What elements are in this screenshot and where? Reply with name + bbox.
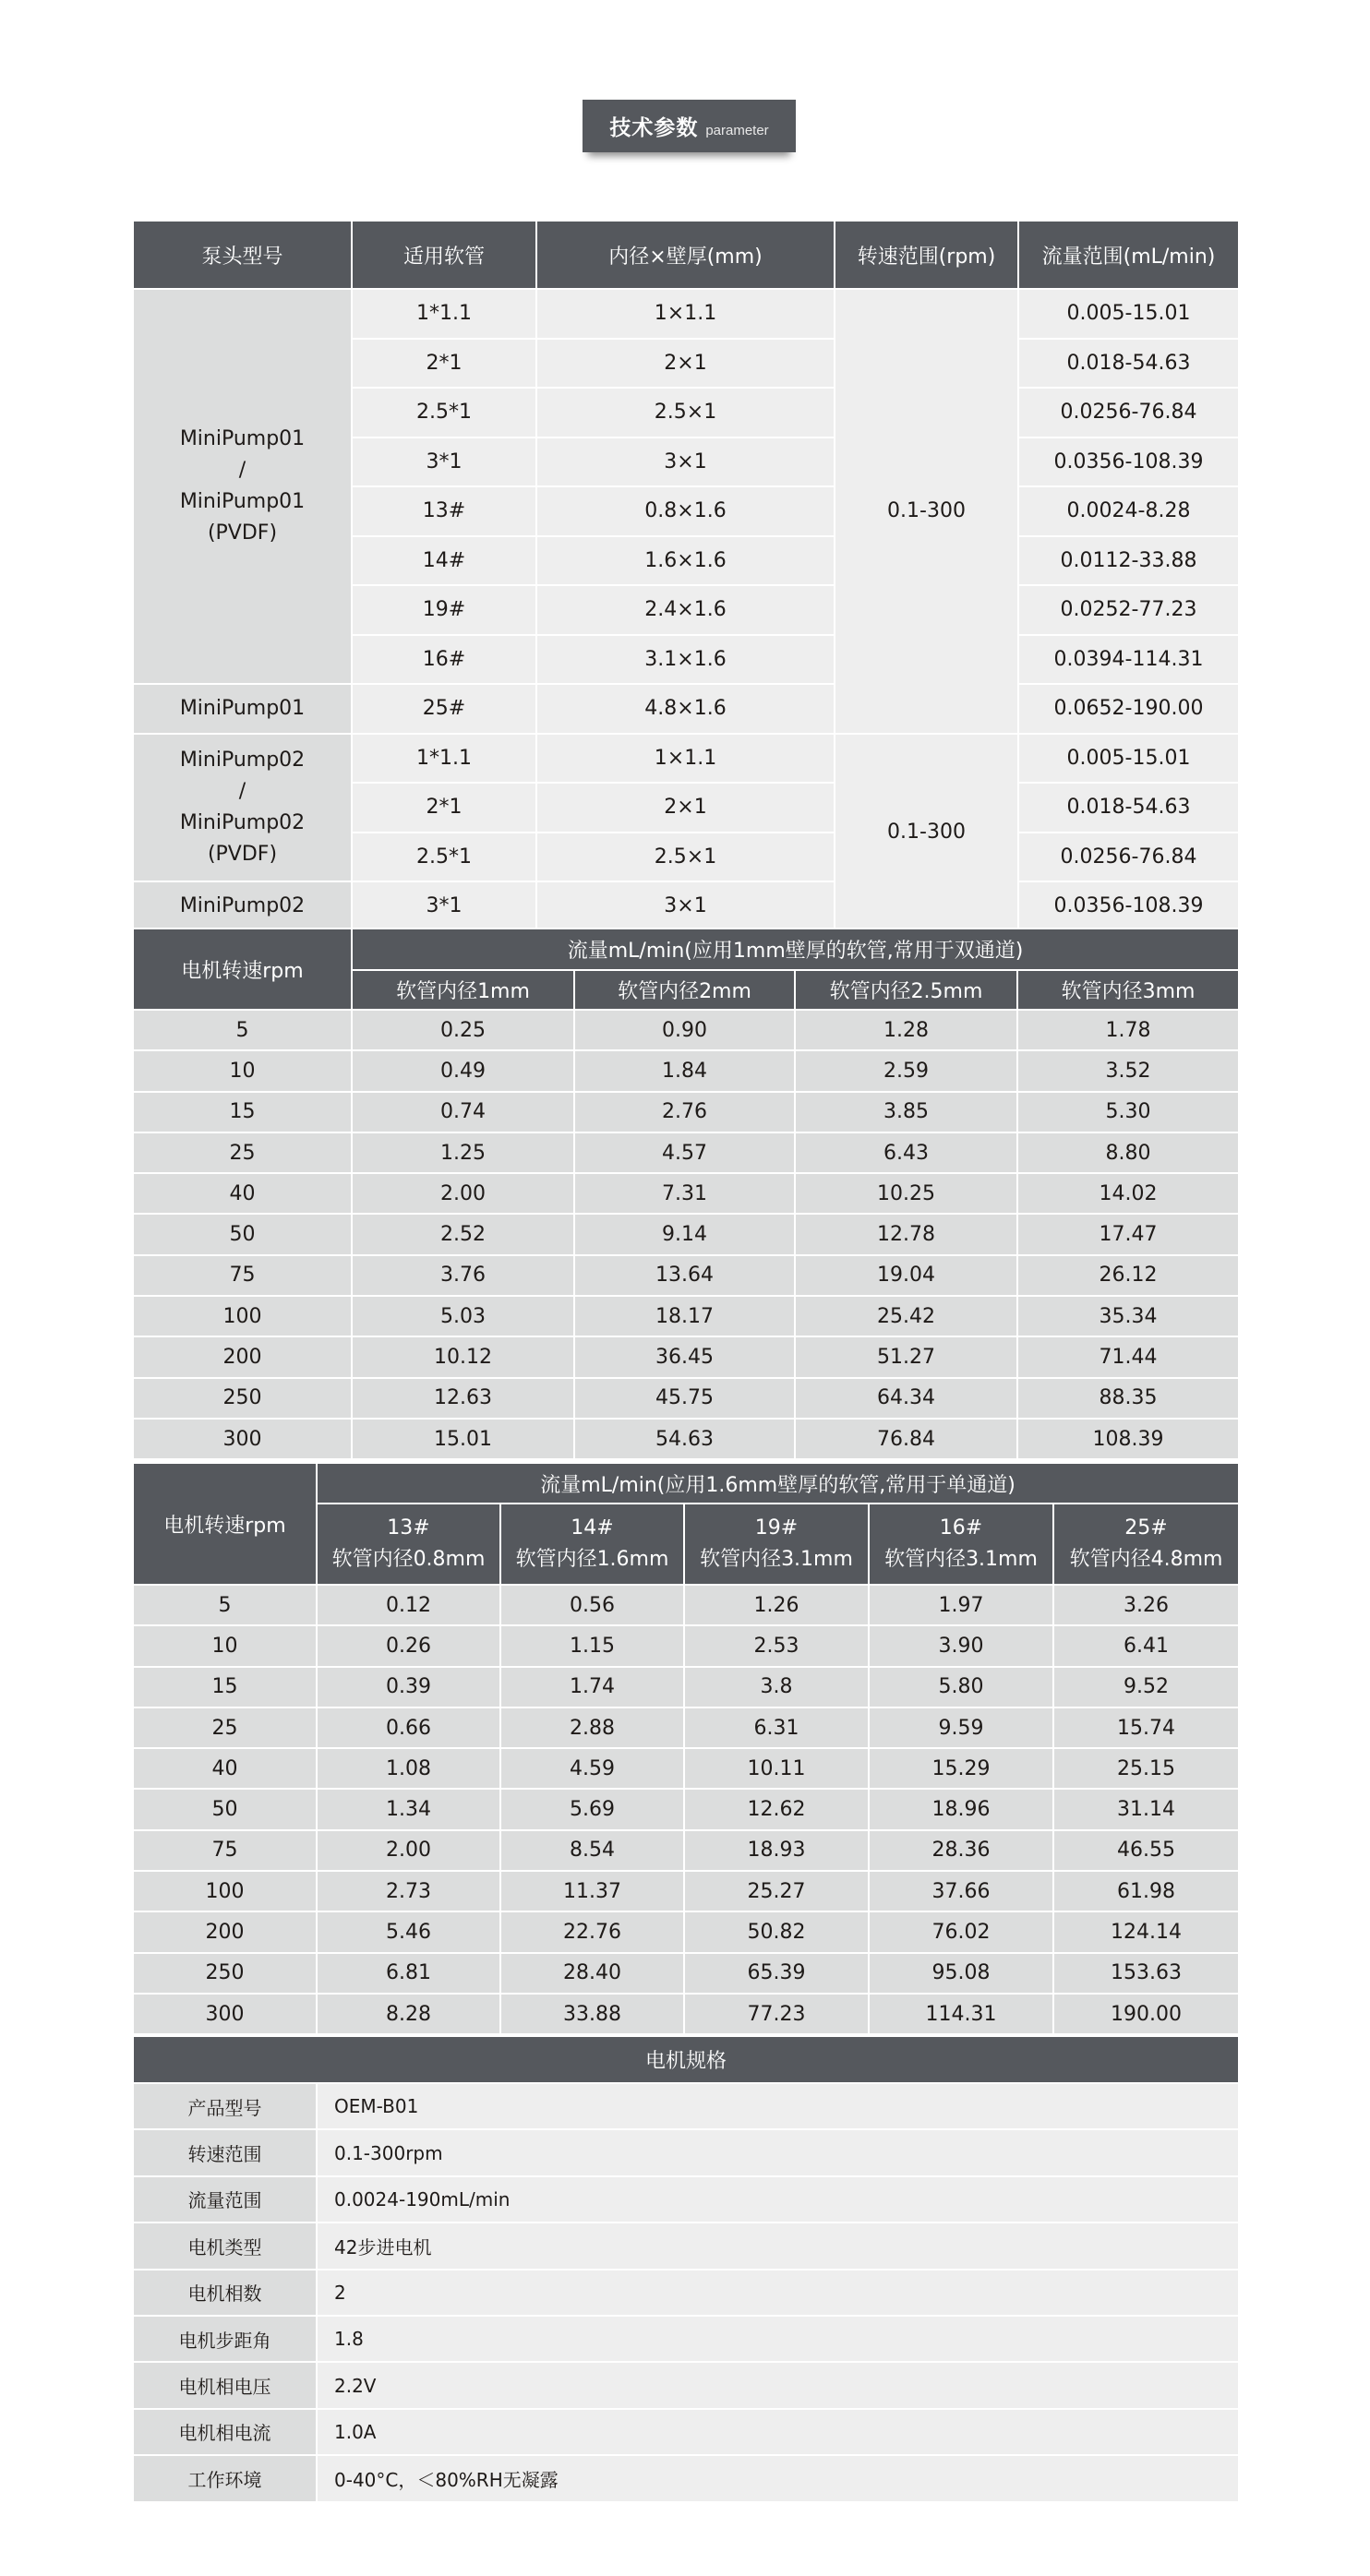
flow-cell: 28.40: [500, 1953, 684, 1994]
flow-cell: 2.59: [795, 1050, 1017, 1091]
col-header: [1053, 1504, 1239, 1585]
spec-value: 0.0024-190mL/min: [317, 2176, 1239, 2223]
rpm-cell: 250: [133, 1953, 317, 1994]
table-row: [133, 1255, 1239, 1296]
flow-cell: 0.25: [352, 1010, 574, 1050]
table-row: [133, 1010, 1239, 1050]
table-row: [133, 1707, 1239, 1748]
flow-cell: 2.76: [574, 1092, 795, 1132]
pump-model-cell: [133, 881, 352, 931]
table-row: [133, 684, 1239, 734]
flow-cell: 18.93: [684, 1830, 869, 1871]
size-cell: 3.1×1.6: [536, 635, 835, 685]
spec-label: 电机相电压: [133, 2362, 317, 2408]
spec-label: 电机步距角: [133, 2316, 317, 2362]
size-cell: 2×1: [536, 783, 835, 833]
table-row: [133, 1296, 1239, 1336]
flow-cell: 25.42: [795, 1296, 1017, 1336]
spec-value: 0-40°C，＜80%RH无凝露: [317, 2455, 1239, 2501]
size-cell: 1×1.1: [536, 289, 835, 339]
table-row: [133, 1378, 1239, 1419]
spec-row: [133, 2362, 1239, 2408]
table-row: [133, 1050, 1239, 1091]
flow-cell: 1.26: [684, 1585, 869, 1625]
flow-cell: 5.03: [352, 1296, 574, 1336]
table-row: [133, 1585, 1239, 1625]
table-row: [133, 1132, 1239, 1173]
pump-model-cell: [133, 684, 352, 734]
table-row: [133, 1625, 1239, 1666]
pump-model-line: MiniPump01: [179, 490, 306, 513]
pump-model-line: MiniPump01: [179, 696, 306, 720]
flow-cell: 1.15: [500, 1625, 684, 1666]
flow-cell: 1.34: [317, 1789, 500, 1829]
flow-cell: 18.96: [869, 1789, 1053, 1829]
tube-code: 16#: [939, 1516, 983, 1540]
section-title-badge: [583, 100, 796, 152]
rpm-cell: 50: [133, 1214, 352, 1254]
flow-cell: 1.78: [1017, 1010, 1239, 1050]
rpm-cell: 200: [133, 1336, 352, 1377]
flow-cell: 0.26: [317, 1625, 500, 1666]
table-row: [133, 881, 1239, 931]
flow-cell: 15.01: [352, 1419, 574, 1459]
tube-label: 软管内径3.1mm: [884, 1548, 1038, 1571]
tube-code: 19#: [754, 1516, 799, 1540]
flow-group-header: 流量mL/min(应用1.6mm壁厚的软管,常用于单通道): [317, 1463, 1239, 1504]
flow-cell: 65.39: [684, 1953, 869, 1994]
tube-cell: 3*1: [352, 881, 536, 931]
rpm-cell: 50: [133, 1789, 317, 1829]
table-header-row: [133, 929, 1239, 970]
flow-cell: 0.39: [317, 1667, 500, 1707]
flow-cell: 5.30: [1017, 1092, 1239, 1132]
tube-cell: 1*1.1: [352, 734, 536, 784]
flow-cell: 50.82: [684, 1911, 869, 1952]
tube-code: 25#: [1124, 1516, 1168, 1540]
flow-range-cell: 0.005-15.01: [1018, 734, 1239, 784]
motor-spec-header: 电机规格: [133, 2036, 1239, 2083]
spec-label: 转速范围: [133, 2129, 317, 2175]
rpm-cell: 5: [133, 1585, 317, 1625]
flow-cell: 2.88: [500, 1707, 684, 1748]
pump-model-line: MiniPump02: [179, 893, 306, 917]
table-row: [133, 1419, 1239, 1459]
rpm-cell: 40: [133, 1173, 352, 1214]
flow-cell: 51.27: [795, 1336, 1017, 1377]
flow-cell: 1.97: [869, 1585, 1053, 1625]
col-header: [317, 1504, 500, 1585]
pump-head-table: [132, 220, 1240, 932]
flow-cell: 6.31: [684, 1707, 869, 1748]
rpm-cell: 25: [133, 1132, 352, 1173]
size-cell: 1.6×1.6: [536, 536, 835, 586]
pump-model-line: MiniPump01: [179, 426, 306, 450]
rpm-cell: 15: [133, 1092, 352, 1132]
flow-cell: 124.14: [1053, 1911, 1239, 1952]
table-row: [133, 1092, 1239, 1132]
flow-cell: 5.69: [500, 1789, 684, 1829]
spec-row: [133, 2129, 1239, 2175]
flow-range-cell: 0.0256-76.84: [1018, 388, 1239, 437]
tube-cell: 13#: [352, 486, 536, 536]
spec-row: [133, 2083, 1239, 2129]
col-header-speed: 转速范围(rpm): [835, 221, 1018, 289]
table-row: [133, 734, 1239, 784]
spec-value: 2.2V: [317, 2362, 1239, 2408]
spec-row: [133, 2270, 1239, 2316]
flow-range-cell: 0.0024-8.28: [1018, 486, 1239, 536]
rpm-cell: 75: [133, 1255, 352, 1296]
flow-range-cell: 0.018-54.63: [1018, 783, 1239, 833]
pump-model-line: MiniPump02: [179, 748, 306, 772]
rpm-cell: 250: [133, 1378, 352, 1419]
col-header: 软管内径2.5mm: [795, 970, 1017, 1010]
flow-cell: 8.80: [1017, 1132, 1239, 1173]
tube-code: 13#: [387, 1516, 430, 1540]
flow-cell: 8.28: [317, 1994, 500, 2034]
flow-cell: 3.90: [869, 1625, 1053, 1666]
flow-cell: 22.76: [500, 1911, 684, 1952]
flow-cell: 28.36: [869, 1830, 1053, 1871]
size-cell: 2.5×1: [536, 833, 835, 882]
tube-cell: 2*1: [352, 783, 536, 833]
speed-range-cell: 0.1-300: [835, 734, 1018, 931]
flow-cell: 12.63: [352, 1378, 574, 1419]
flow-cell: 2.52: [352, 1214, 574, 1254]
rpm-cell: 10: [133, 1625, 317, 1666]
tube-cell: 16#: [352, 635, 536, 685]
table-row: [133, 1830, 1239, 1871]
flow-cell: 7.31: [574, 1173, 795, 1214]
flow-range-cell: 0.0252-77.23: [1018, 585, 1239, 635]
flow-cell: 0.90: [574, 1010, 795, 1050]
flow-cell: 0.49: [352, 1050, 574, 1091]
size-cell: 2×1: [536, 339, 835, 389]
table-row: [133, 1953, 1239, 1994]
table-row: [133, 1789, 1239, 1829]
flow-cell: 0.12: [317, 1585, 500, 1625]
pump-model-line: /: [238, 779, 246, 803]
flow-cell: 13.64: [574, 1255, 795, 1296]
flow-cell: 190.00: [1053, 1994, 1239, 2034]
rpm-cell: 75: [133, 1830, 317, 1871]
flow-cell: 3.52: [1017, 1050, 1239, 1091]
rpm-cell: 10: [133, 1050, 352, 1091]
spec-row: [133, 2409, 1239, 2455]
flow-cell: 3.85: [795, 1092, 1017, 1132]
table-row: [133, 289, 1239, 339]
flow-cell: 46.55: [1053, 1830, 1239, 1871]
tube-code: 14#: [571, 1516, 614, 1540]
col-header: 软管内径2mm: [574, 970, 795, 1010]
flow-cell: 4.57: [574, 1132, 795, 1173]
flow-cell: 61.98: [1053, 1871, 1239, 1911]
flow-cell: 1.25: [352, 1132, 574, 1173]
flow-cell: 33.88: [500, 1994, 684, 2034]
flow-cell: 8.54: [500, 1830, 684, 1871]
flow-cell: 1.74: [500, 1667, 684, 1707]
rpm-header: 电机转速rpm: [133, 929, 352, 1010]
flow-cell: 2.00: [317, 1830, 500, 1871]
flow-cell: 5.46: [317, 1911, 500, 1952]
col-header-flow: 流量范围(mL/min): [1018, 221, 1239, 289]
pump-model-line: (PVDF): [207, 842, 278, 866]
spec-label: 电机类型: [133, 2223, 317, 2269]
flow-cell: 3.8: [684, 1667, 869, 1707]
col-header-tube: 适用软管: [352, 221, 536, 289]
size-cell: 1×1.1: [536, 734, 835, 784]
flow-cell: 37.66: [869, 1871, 1053, 1911]
flow-cell: 1.28: [795, 1010, 1017, 1050]
flow-cell: 88.35: [1017, 1378, 1239, 1419]
rpm-cell: 300: [133, 1419, 352, 1459]
pump-model-line: (PVDF): [207, 521, 278, 545]
tube-cell: 2.5*1: [352, 388, 536, 437]
flow-cell: 0.56: [500, 1585, 684, 1625]
flow-cell: 2.00: [352, 1173, 574, 1214]
rpm-cell: 25: [133, 1707, 317, 1748]
size-cell: 0.8×1.6: [536, 486, 835, 536]
pump-model-line: /: [238, 458, 246, 482]
flow-cell: 6.41: [1053, 1625, 1239, 1666]
table-row: [133, 1336, 1239, 1377]
pump-model-line: MiniPump02: [179, 810, 306, 834]
flow-cell: 9.14: [574, 1214, 795, 1254]
flow-cell: 25.15: [1053, 1748, 1239, 1789]
flow-range-cell: 0.005-15.01: [1018, 289, 1239, 339]
spec-value: 0.1-300rpm: [317, 2129, 1239, 2175]
flow-cell: 4.59: [500, 1748, 684, 1789]
tube-cell: 2.5*1: [352, 833, 536, 882]
flow-cell: 0.74: [352, 1092, 574, 1132]
col-header: [500, 1504, 684, 1585]
flow-cell: 1.84: [574, 1050, 795, 1091]
rpm-cell: 5: [133, 1010, 352, 1050]
flow-cell: 10.12: [352, 1336, 574, 1377]
rpm-cell: 15: [133, 1667, 317, 1707]
spec-row: [133, 2223, 1239, 2269]
col-header: [684, 1504, 869, 1585]
rpm-cell: 100: [133, 1871, 317, 1911]
table-row: [133, 1667, 1239, 1707]
pump-model-cell: [133, 289, 352, 684]
flow-cell: 5.80: [869, 1667, 1053, 1707]
flow-cell: 19.04: [795, 1255, 1017, 1296]
flow-cell: 15.29: [869, 1748, 1053, 1789]
flow-range-cell: 0.0256-76.84: [1018, 833, 1239, 882]
flow-cell: 3.76: [352, 1255, 574, 1296]
pump-model-cell: [133, 734, 352, 882]
flow-cell: 35.34: [1017, 1296, 1239, 1336]
col-header: [869, 1504, 1053, 1585]
col-header: 软管内径1mm: [352, 970, 574, 1010]
flow-range-cell: 0.0394-114.31: [1018, 635, 1239, 685]
table-row: [133, 1994, 1239, 2034]
flow-cell: 54.63: [574, 1419, 795, 1459]
tube-label: 软管内径1.6mm: [515, 1548, 669, 1571]
spec-label: 产品型号: [133, 2083, 317, 2129]
flow-1-6mm-table: [132, 1462, 1240, 2035]
flow-cell: 76.02: [869, 1911, 1053, 1952]
rpm-cell: 40: [133, 1748, 317, 1789]
spec-value: 42步进电机: [317, 2223, 1239, 2269]
flow-cell: 3.26: [1053, 1585, 1239, 1625]
flow-cell: 6.81: [317, 1953, 500, 1994]
table-row: [133, 1748, 1239, 1789]
tube-label: 软管内径0.8mm: [331, 1548, 486, 1571]
flow-cell: 12.78: [795, 1214, 1017, 1254]
tube-cell: 3*1: [352, 437, 536, 487]
spec-label: 电机相电流: [133, 2409, 317, 2455]
flow-cell: 11.37: [500, 1871, 684, 1911]
flow-cell: 114.31: [869, 1994, 1053, 2034]
flow-cell: 15.74: [1053, 1707, 1239, 1748]
col-header: 软管内径3mm: [1017, 970, 1239, 1010]
flow-range-cell: 0.0652-190.00: [1018, 684, 1239, 734]
section-title: 技术参数: [609, 116, 699, 140]
spec-label: 电机相数: [133, 2270, 317, 2316]
flow-cell: 18.17: [574, 1296, 795, 1336]
flow-group-header: 流量mL/min(应用1mm壁厚的软管,常用于双通道): [352, 929, 1239, 970]
col-header-size: 内径×壁厚(mm): [536, 221, 835, 289]
table-header-row: [133, 221, 1239, 289]
flow-range-cell: 0.0112-33.88: [1018, 536, 1239, 586]
tube-label: 软管内径3.1mm: [700, 1548, 853, 1571]
flow-cell: 45.75: [574, 1378, 795, 1419]
size-cell: 4.8×1.6: [536, 684, 835, 734]
tube-cell: 1*1.1: [352, 289, 536, 339]
motor-spec-table: [132, 2035, 1240, 2503]
flow-cell: 9.52: [1053, 1667, 1239, 1707]
size-cell: 2.4×1.6: [536, 585, 835, 635]
flow-cell: 76.84: [795, 1419, 1017, 1459]
spec-row: [133, 2455, 1239, 2501]
flow-cell: 64.34: [795, 1378, 1017, 1419]
size-cell: 2.5×1: [536, 388, 835, 437]
flow-cell: 26.12: [1017, 1255, 1239, 1296]
flow-range-cell: 0.018-54.63: [1018, 339, 1239, 389]
flow-range-cell: 0.0356-108.39: [1018, 881, 1239, 931]
flow-range-cell: 0.0356-108.39: [1018, 437, 1239, 487]
rpm-cell: 200: [133, 1911, 317, 1952]
rpm-header: 电机转速rpm: [133, 1463, 317, 1585]
size-cell: 3×1: [536, 437, 835, 487]
section-title-en: parameter: [705, 123, 769, 138]
spec-row: [133, 2176, 1239, 2223]
spec-row: [133, 2316, 1239, 2362]
spec-label: 流量范围: [133, 2176, 317, 2223]
flow-cell: 12.62: [684, 1789, 869, 1829]
flow-cell: 10.11: [684, 1748, 869, 1789]
flow-cell: 0.66: [317, 1707, 500, 1748]
flow-cell: 1.08: [317, 1748, 500, 1789]
size-cell: 3×1: [536, 881, 835, 931]
tube-cell: 19#: [352, 585, 536, 635]
flow-cell: 153.63: [1053, 1953, 1239, 1994]
spec-value: 2: [317, 2270, 1239, 2316]
rpm-cell: 300: [133, 1994, 317, 2034]
flow-cell: 25.27: [684, 1871, 869, 1911]
table-header-row: [133, 2036, 1239, 2083]
flow-cell: 10.25: [795, 1173, 1017, 1214]
spec-label: 工作环境: [133, 2455, 317, 2501]
col-header-model: 泵头型号: [133, 221, 352, 289]
flow-cell: 95.08: [869, 1953, 1053, 1994]
tube-cell: 14#: [352, 536, 536, 586]
spec-value: OEM-B01: [317, 2083, 1239, 2129]
table-row: [133, 1911, 1239, 1952]
flow-cell: 14.02: [1017, 1173, 1239, 1214]
spec-value: 1.0A: [317, 2409, 1239, 2455]
speed-range-cell: 0.1-300: [835, 289, 1018, 734]
flow-cell: 17.47: [1017, 1214, 1239, 1254]
flow-cell: 108.39: [1017, 1419, 1239, 1459]
flow-cell: 71.44: [1017, 1336, 1239, 1377]
table-row: [133, 1214, 1239, 1254]
flow-cell: 9.59: [869, 1707, 1053, 1748]
flow-cell: 36.45: [574, 1336, 795, 1377]
rpm-cell: 100: [133, 1296, 352, 1336]
flow-cell: 77.23: [684, 1994, 869, 2034]
tube-cell: 25#: [352, 684, 536, 734]
table-header-row: [133, 1463, 1239, 1504]
flow-1mm-table: [132, 928, 1240, 1460]
spec-value: 1.8: [317, 2316, 1239, 2362]
flow-cell: 31.14: [1053, 1789, 1239, 1829]
flow-cell: 2.53: [684, 1625, 869, 1666]
flow-cell: 2.73: [317, 1871, 500, 1911]
tube-label: 软管内径4.8mm: [1069, 1548, 1223, 1571]
tube-cell: 2*1: [352, 339, 536, 389]
flow-cell: 6.43: [795, 1132, 1017, 1173]
table-row: [133, 1173, 1239, 1214]
table-row: [133, 1871, 1239, 1911]
